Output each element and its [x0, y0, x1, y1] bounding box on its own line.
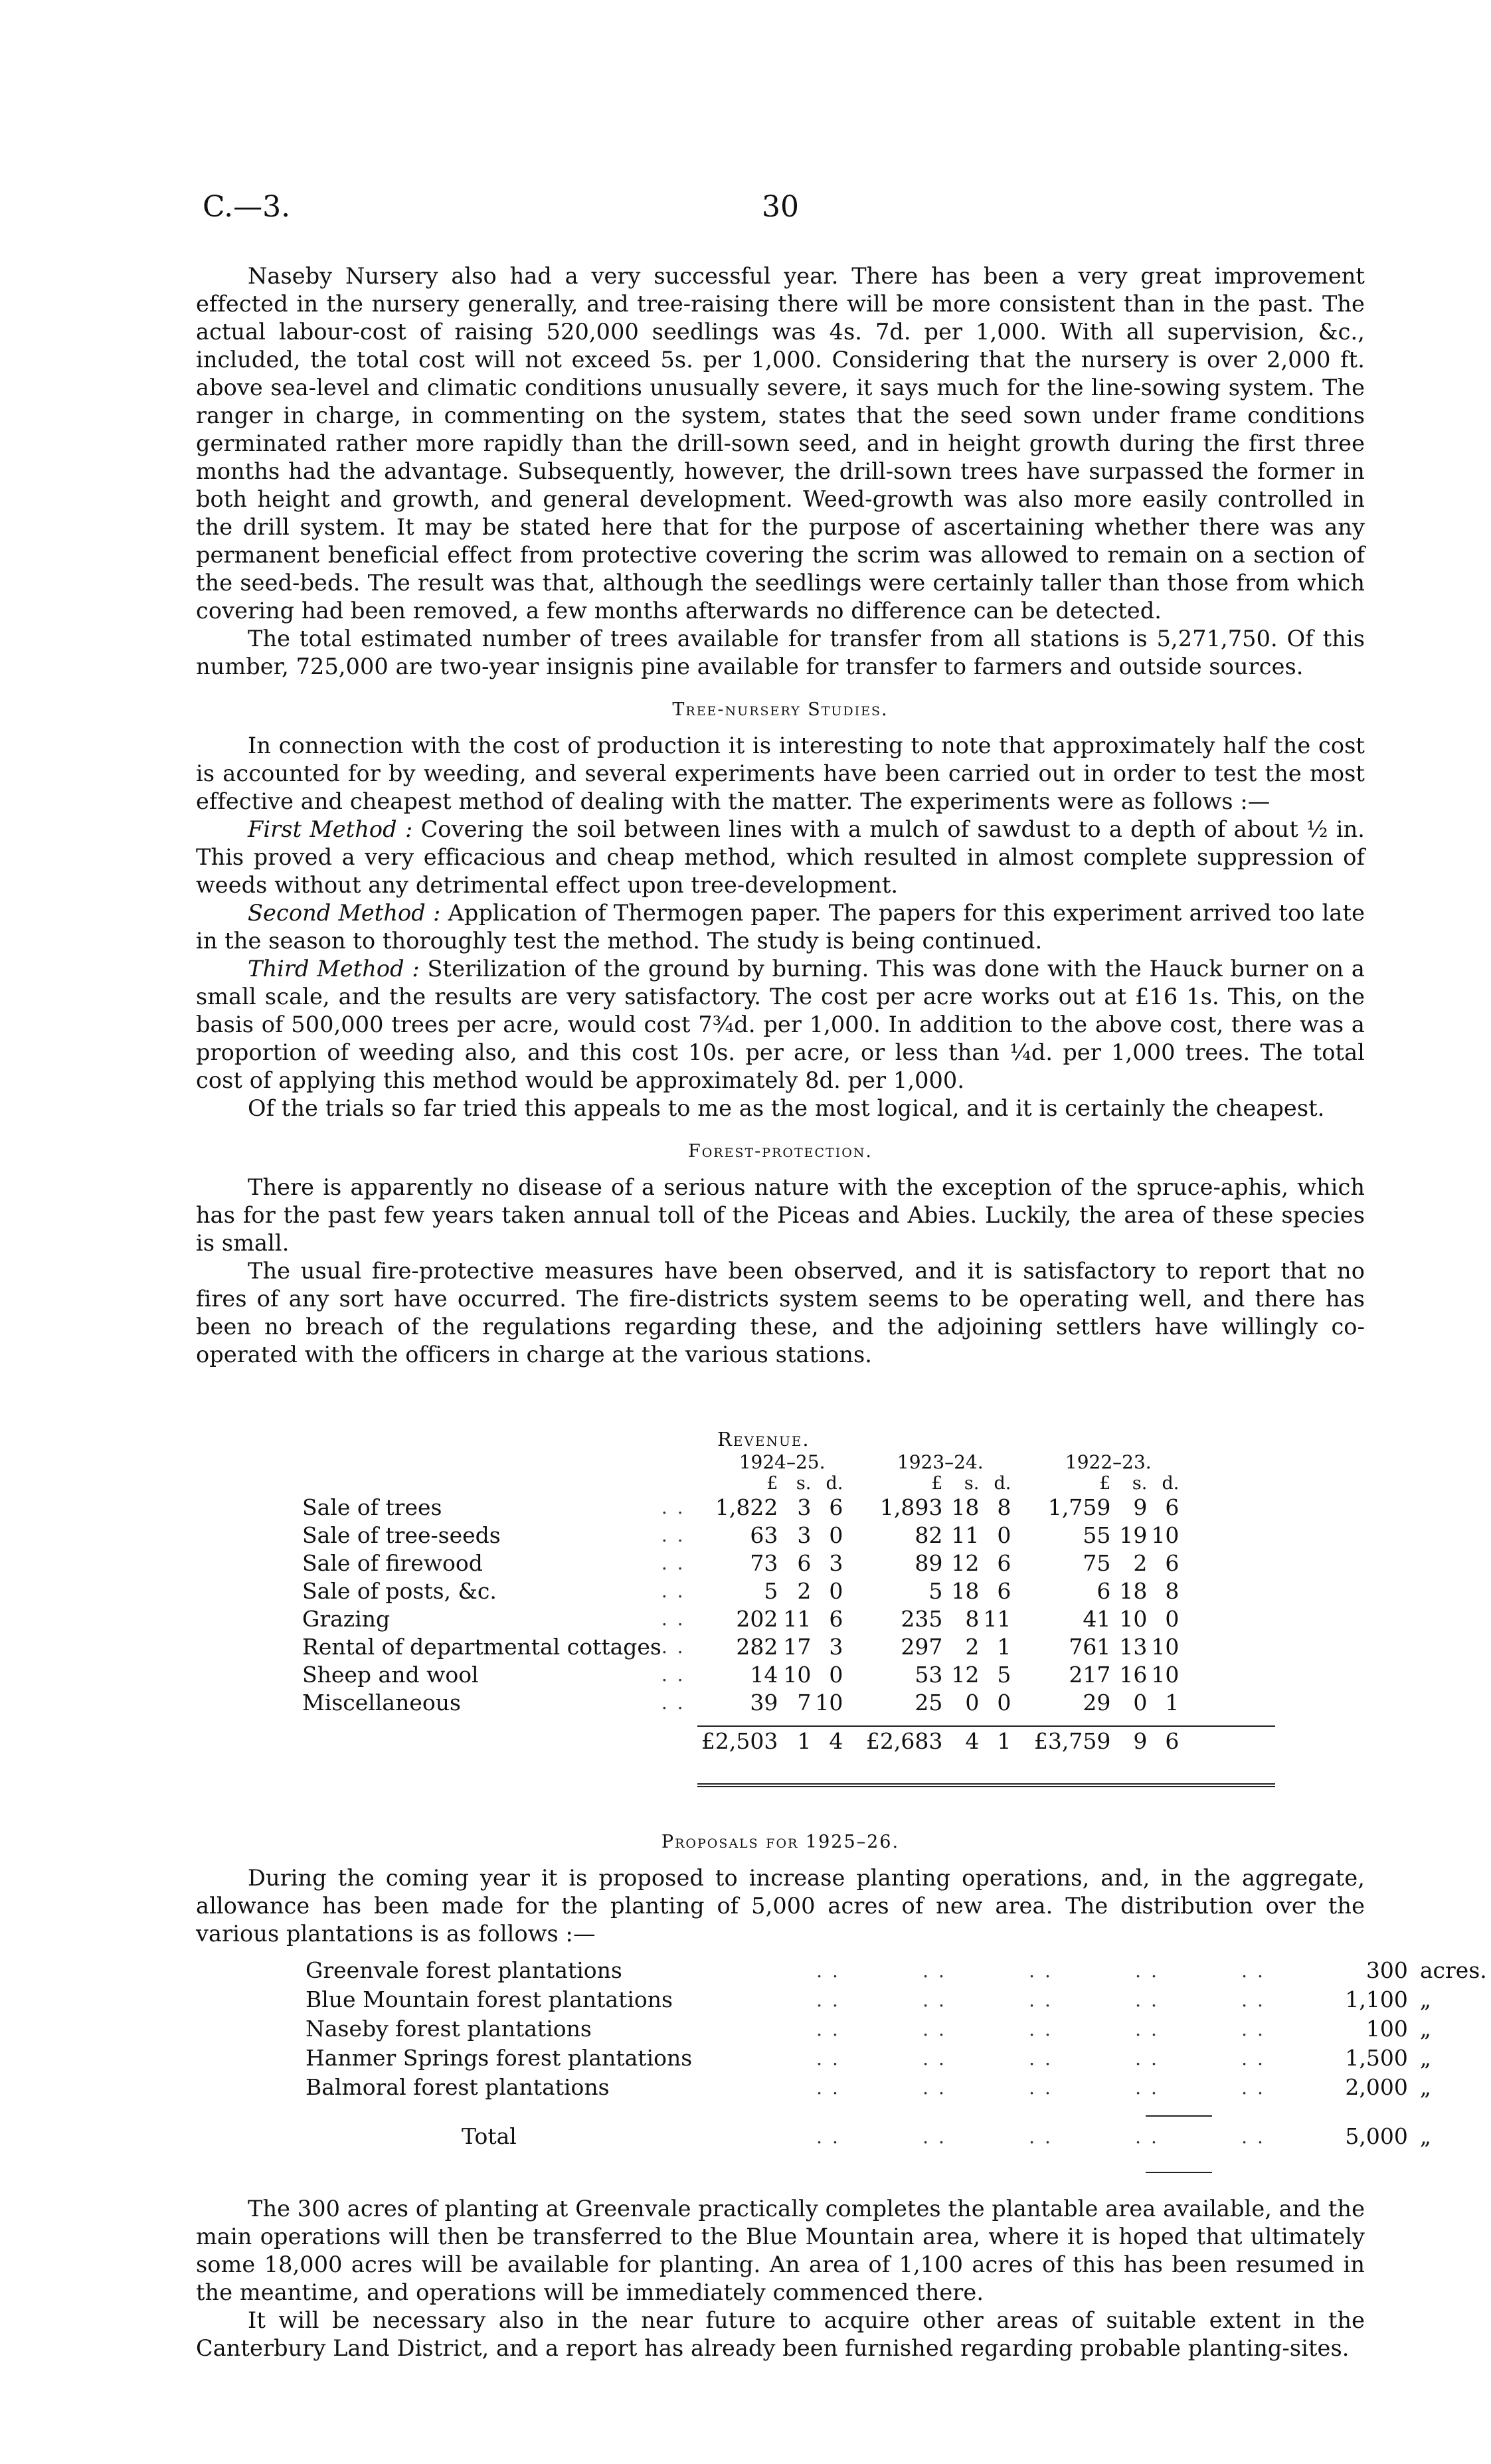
- total-pence: 4: [829, 1728, 843, 1754]
- trials-closing-paragraph: Of the trials so far tried this appeals to me as the most logical, and it is certainly the cheapest.: [248, 1095, 1325, 1121]
- third-method-text: Sterilization of the ground by burning. This was done with the Hauck burner on a small scale, and the results are very satisfactory. The cost per acre works out at £16 1s. This, on the basis of 500,000 trees per acre, would cost 7¾d. per 1,000. In addition to the above cost, there was a proportion of weeding also, and this cost 10s. per acre, or less than ¼d. per 1,000 trees. The total cost of applying this method would be approximately 8d. per 1,000.: [196, 956, 1365, 1093]
- revenue-total-row: [302, 1717, 1179, 1755]
- value-pence: 0: [1165, 1606, 1180, 1632]
- plantation-name: Blue Mountain forest plantations: [306, 1986, 673, 2012]
- total-pounds: £2,503: [701, 1728, 778, 1754]
- leader-dots: . .: [661, 1636, 685, 1658]
- leader-dots: . .: [661, 1496, 685, 1518]
- tree-nursery-intro: In connection with the cost of production it is interesting to note that approximately half the cost is accounted for by weeding, and several experiments have been carried out in order to test the most effective and cheapest method of dealing with the matter. The experiments were as follows :—: [196, 733, 1365, 814]
- revenue-row: [302, 1522, 1179, 1549]
- value-pounds: 63: [750, 1522, 778, 1548]
- revenue-row: [302, 1661, 1179, 1689]
- second-method-paragraph: [196, 899, 1365, 955]
- value-shillings: 13: [1119, 1634, 1148, 1660]
- unit-pounds: £: [766, 1473, 778, 1494]
- plantation-acres: 2,000: [1345, 2074, 1408, 2100]
- naseby-paragraph: Naseby Nursery also had a very successful year. There has been a very great improvement effected in the nursery generally, and tree-raising there will be more consistent than in the past. The actual labour-cost of raising 520,000 seedlings was 4s. 7d. per 1,000. With all supervision, &c., included, the total cost will not exceed 5s. per 1,000. Considering that the nursery is over 2,000 ft. above sea-level and climatic conditions unusually severe, it says much for the line-sowing system. The ranger in charge, in commenting on the system, states that the seed sown under frame conditions germinated rather more rapidly than the drill-sown seed, and in height growth during the first three months had the advantage. Subsequently, however, the drill-sown trees have surpassed the former in both height and growth, and general development. Weed-growth was also more easily controlled in the drill system. It may be stated here that for the purpose of ascertaining whether there was any permanent beneficial effect from protective covering the scrim was allowed to remain on a section of the seed-beds. The result was that, although the seedlings were certainly taller than those from which covering had been removed, a few months afterwards no difference can be detected.: [196, 263, 1365, 624]
- value-shillings: 12: [951, 1662, 980, 1688]
- plantation-name: Hanmer Springs forest plantations: [306, 2045, 693, 2071]
- third-method-paragraph: [196, 955, 1365, 1095]
- leader-dots: . . . . . . . . . .: [816, 1989, 1265, 2011]
- value-pence: 10: [1151, 1522, 1180, 1548]
- total-pounds: £3,759: [1033, 1728, 1111, 1754]
- plantation-acres: 1,100: [1345, 1986, 1408, 2012]
- transfer-paragraph: The total estimated number of trees available for transfer from all stations is 5,271,750. Of this number, 725,000 are two-year insignis pine available for transfer to farmers and outside sources.: [196, 626, 1365, 679]
- revenue-subtotal-rule: [697, 1725, 1275, 1727]
- total-shillings: 1: [797, 1728, 812, 1754]
- leader-dots: . .: [661, 1608, 685, 1630]
- revenue-item-label: Sale of tree-seeds: [302, 1522, 501, 1548]
- canterbury-paragraph: It will be necessary also in the near future to acquire other areas of suitable extent in the Canterbury Land District, and a report has already been furnished regarding probable planting-sites.: [196, 2307, 1365, 2361]
- revenue-item-label: Sale of posts, &c.: [302, 1578, 497, 1604]
- proposals-intro: During the coming year it is proposed to increase planting operations, and, in the aggregate, allowance has been made for the planting of 5,000 acres of new area. The distribution over the various plantations is as follows :—: [196, 1865, 1365, 1947]
- leader-dots: . . . . . . . . . .: [816, 2048, 1265, 2069]
- revenue-row: [302, 1689, 1179, 1717]
- leader-dots: . .: [661, 1664, 685, 1686]
- value-pence: 6: [829, 1606, 843, 1632]
- page-header: [203, 190, 1358, 230]
- plantation-unit: „: [1419, 2074, 1431, 2100]
- revenue-item-label: Sale of trees: [302, 1494, 442, 1520]
- planting-total-unit: „: [1419, 2123, 1431, 2149]
- value-shillings: 10: [783, 1662, 812, 1688]
- value-pounds: 14: [750, 1662, 778, 1688]
- value-pounds: 6: [1096, 1578, 1111, 1604]
- plantation-acres: 1,500: [1345, 2045, 1408, 2071]
- total-pence: 1: [997, 1728, 1011, 1754]
- value-shillings: 11: [783, 1606, 812, 1632]
- value-shillings: 18: [951, 1578, 980, 1604]
- value-shillings: 6: [797, 1550, 812, 1576]
- document-reference: C.—3.: [203, 190, 291, 224]
- value-pence: 6: [997, 1578, 1011, 1604]
- value-pence: 1: [997, 1634, 1011, 1660]
- value-pence: 1: [1165, 1690, 1180, 1716]
- value-pence: 11: [983, 1606, 1011, 1632]
- value-shillings: 2: [797, 1578, 812, 1604]
- plantation-unit: „: [1419, 1986, 1431, 2012]
- value-shillings: 19: [1119, 1522, 1148, 1548]
- revenue-item-label: Sale of firewood: [302, 1550, 483, 1576]
- year-header: 1922–23.: [1065, 1451, 1152, 1473]
- planting-spacer-row: [306, 2102, 1491, 2122]
- value-shillings: 10: [1119, 1606, 1148, 1632]
- leader-dots: . . . . . . . . . .: [816, 2077, 1265, 2099]
- revenue-row: [302, 1605, 1179, 1633]
- value-pounds: 5: [928, 1578, 943, 1604]
- revenue-item-label: Rental of departmental cottages: [302, 1634, 661, 1660]
- value-shillings: 3: [797, 1522, 812, 1548]
- value-shillings: 11: [951, 1522, 980, 1548]
- first-method-paragraph: [196, 816, 1365, 899]
- value-pence: 3: [829, 1634, 843, 1660]
- value-pounds: 217: [1069, 1662, 1111, 1688]
- greenvale-paragraph: The 300 acres of planting at Greenvale practically completes the plantable area available, and the main operations will then be transferred to the Blue Mountain area, where it is hoped that ultimately some 18,000 acres will be available for planting. An area of 1,100 acres of this has been resumed in the meantime, and operations will be immediately commenced there.: [196, 2196, 1365, 2305]
- value-pounds: 55: [1083, 1522, 1111, 1548]
- value-shillings: 18: [1119, 1578, 1148, 1604]
- value-pence: 8: [997, 1494, 1011, 1520]
- total-shillings: 9: [1133, 1728, 1148, 1754]
- page-number: 30: [762, 190, 799, 224]
- value-pence: 6: [829, 1494, 843, 1520]
- value-shillings: 16: [1119, 1662, 1148, 1688]
- value-pence: 0: [997, 1522, 1011, 1548]
- value-pounds: 5: [764, 1578, 778, 1604]
- proposals-heading: Proposals for 1925–26.: [661, 1832, 900, 1852]
- planting-row: [306, 2073, 1491, 2102]
- unit-shillings: s.: [1132, 1473, 1148, 1494]
- unit-pence: d.: [1162, 1473, 1180, 1494]
- tree-nursery-heading: Tree-nursery Studies.: [672, 699, 889, 720]
- second-method-text: Application of Thermogen paper. The papers for this experiment arrived too late in the season to thoroughly test the method. The study is being continued.: [196, 900, 1365, 954]
- plantation-unit: „: [1419, 2045, 1431, 2071]
- value-pounds: 82: [915, 1522, 943, 1548]
- leader-dots: . . . . . . . . . .: [816, 2126, 1265, 2148]
- value-pounds: 39: [750, 1690, 778, 1716]
- value-pence: 8: [1165, 1578, 1180, 1604]
- revenue-row: [302, 1577, 1179, 1605]
- total-pence: 6: [1165, 1728, 1180, 1754]
- unit-shillings: s.: [796, 1473, 812, 1494]
- value-shillings: 17: [783, 1634, 812, 1660]
- value-pence: 0: [829, 1522, 843, 1548]
- value-shillings: 0: [965, 1690, 980, 1716]
- revenue-total-double-rule: [697, 1783, 1275, 1787]
- revenue-item-label: Grazing: [302, 1606, 391, 1632]
- total-shillings: 4: [965, 1728, 980, 1754]
- value-pounds: 1,759: [1047, 1494, 1111, 1520]
- planting-total-rule: [1146, 2172, 1212, 2173]
- value-pence: 10: [1151, 1662, 1180, 1688]
- plantation-unit: acres.: [1419, 1957, 1487, 1983]
- value-pounds: 25: [915, 1690, 943, 1716]
- leader-dots: . .: [661, 1552, 685, 1574]
- leader-dots: . .: [661, 1524, 685, 1546]
- revenue-item-label: Miscellaneous: [302, 1690, 461, 1716]
- revenue-item-label: Sheep and wool: [302, 1662, 479, 1688]
- value-pounds: 41: [1083, 1606, 1111, 1632]
- value-pounds: 53: [915, 1662, 943, 1688]
- value-shillings: 18: [951, 1494, 980, 1520]
- revenue-table: [302, 1451, 1179, 1755]
- unit-pence: d.: [826, 1473, 843, 1494]
- unit-shillings: s.: [964, 1473, 980, 1494]
- revenue-year-row: [302, 1451, 1179, 1474]
- plantation-acres: 300: [1365, 1957, 1408, 1983]
- planting-total-row: [306, 2122, 1491, 2151]
- revenue-row: [302, 1494, 1179, 1522]
- value-shillings: 0: [1133, 1690, 1148, 1716]
- year-header: 1923–24.: [897, 1451, 984, 1473]
- value-pounds: 29: [1083, 1690, 1111, 1716]
- value-pounds: 761: [1069, 1634, 1111, 1660]
- value-pence: 6: [1165, 1550, 1180, 1576]
- value-shillings: 2: [1133, 1550, 1148, 1576]
- forest-protection-paragraph-1: There is apparently no disease of a serious nature with the exception of the spruce-aphis, which has for the past few years taken annual toll of the Piceas and Abies. Luckily, the area of these species is small.: [196, 1174, 1365, 1256]
- revenue-title: Revenue.: [717, 1428, 810, 1451]
- third-method-label: Third Method :: [248, 956, 420, 982]
- value-pounds: 235: [901, 1606, 943, 1632]
- planting-distribution-table: [306, 1956, 1491, 2151]
- leader-dots: . . . . . . . . . .: [816, 2018, 1265, 2040]
- value-pounds: 1,822: [715, 1494, 778, 1520]
- value-shillings: 3: [797, 1494, 812, 1520]
- plantation-name: Balmoral forest plantations: [306, 2074, 610, 2100]
- value-pence: 6: [997, 1550, 1011, 1576]
- first-method-text: Covering the soil between lines with a mulch of sawdust to a depth of about ½ in. This proved a very efficacious and cheap method, which resulted in almost complete suppression of weeds without any detrimental effect upon tree-development.: [196, 816, 1365, 898]
- body-text-top: [196, 262, 1365, 1369]
- unit-pence: d.: [994, 1473, 1011, 1494]
- value-pounds: 297: [901, 1634, 943, 1660]
- value-shillings: 12: [951, 1550, 980, 1576]
- revenue-unit-row: [302, 1474, 1179, 1494]
- value-pence: 6: [1165, 1494, 1180, 1520]
- planting-total-value: 5,000: [1345, 2123, 1408, 2149]
- plantation-name: Naseby forest plantations: [306, 2016, 592, 2042]
- unit-pounds: £: [1099, 1473, 1111, 1494]
- value-pounds: 202: [736, 1606, 778, 1632]
- plantation-acres: 100: [1365, 2016, 1408, 2042]
- value-shillings: 8: [965, 1606, 980, 1632]
- leader-dots: . .: [661, 1692, 685, 1714]
- value-pounds: 73: [750, 1550, 778, 1576]
- planting-sum-rule: [1146, 2115, 1212, 2117]
- value-shillings: 2: [965, 1634, 980, 1660]
- second-method-label: Second Method :: [248, 900, 441, 926]
- leader-dots: . . . . . . . . . .: [816, 1960, 1265, 1982]
- plantation-name: Greenvale forest plantations: [306, 1957, 622, 1983]
- proposals-closing: [196, 2195, 1365, 2362]
- proposals-section: [196, 1813, 1365, 1948]
- value-pounds: 89: [915, 1550, 943, 1576]
- planting-row: [306, 1956, 1491, 1985]
- unit-pounds: £: [931, 1473, 943, 1494]
- planting-row: [306, 2044, 1491, 2073]
- value-pounds: 75: [1083, 1550, 1111, 1576]
- planting-row: [306, 1985, 1491, 2014]
- leader-dots: . .: [661, 1580, 685, 1602]
- value-shillings: 7: [797, 1690, 812, 1716]
- forest-protection-heading: Forest-protection.: [687, 1141, 873, 1162]
- planting-row: [306, 2014, 1491, 2044]
- value-pence: 3: [829, 1550, 843, 1576]
- value-pence: 10: [815, 1690, 843, 1716]
- value-pence: 0: [829, 1662, 843, 1688]
- forest-protection-paragraph-2: The usual fire-protective measures have been observed, and it is satisfactory to report that no fires of any sort have occurred. The fire-districts system seems to be operating well, and there has been no breach of the regulations regarding these, and the adjoining settlers have willingly co-operated with the officers in charge at the various stations.: [196, 1258, 1365, 1367]
- plantation-unit: „: [1419, 2016, 1431, 2042]
- revenue-row: [302, 1549, 1179, 1577]
- value-pounds: 282: [736, 1634, 778, 1660]
- value-shillings: 9: [1133, 1494, 1148, 1520]
- value-pence: 0: [829, 1578, 843, 1604]
- revenue-row: [302, 1633, 1179, 1661]
- planting-total-label: Total: [462, 2123, 517, 2149]
- value-pence: 5: [997, 1662, 1011, 1688]
- value-pounds: 1,893: [879, 1494, 943, 1520]
- value-pence: 10: [1151, 1634, 1180, 1660]
- first-method-label: First Method :: [248, 816, 413, 842]
- total-pounds: £2,683: [865, 1728, 943, 1754]
- value-pence: 0: [997, 1690, 1011, 1716]
- year-header: 1924–25.: [739, 1451, 826, 1473]
